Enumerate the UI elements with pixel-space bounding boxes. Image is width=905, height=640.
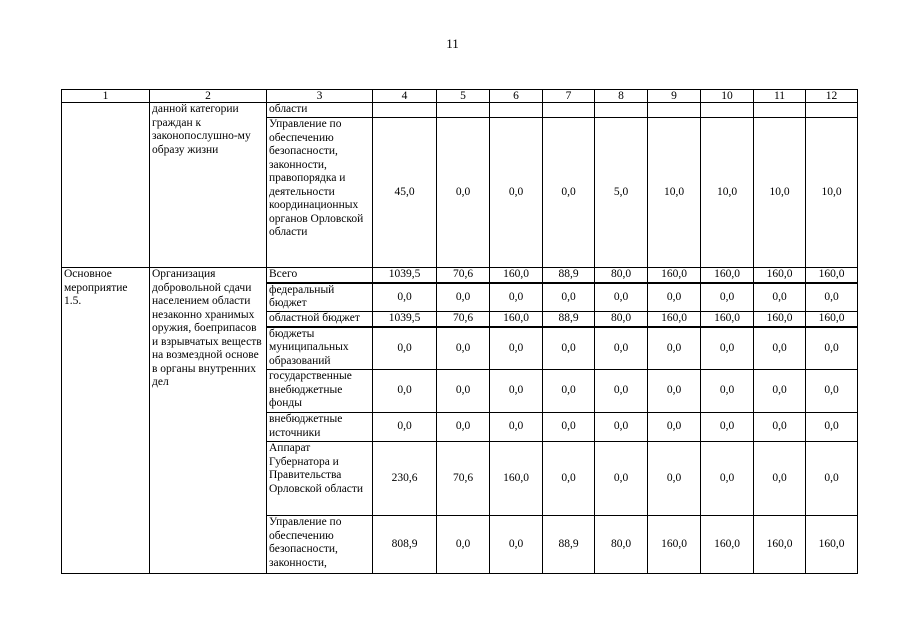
cell-empty [62,103,150,268]
value-cell: 160,0 [490,312,543,327]
cell-source: областной бюджет [267,312,373,327]
value-cell: 0,0 [595,413,648,442]
value-cell: 160,0 [701,516,754,574]
header-row [62,90,858,103]
value-cell: 80,0 [595,312,648,327]
value-cell: 0,0 [595,442,648,516]
value-cell: 0,0 [701,442,754,516]
value-cell: 160,0 [490,442,543,516]
header-cell: 11 [754,90,806,103]
value-cell: 0,0 [373,283,437,312]
cell-source: Всего [267,268,373,283]
value-cell: 5,0 [595,118,648,268]
value-cell: 0,0 [701,327,754,370]
value-cell: 0,0 [490,413,543,442]
value-cell: 160,0 [806,312,858,327]
header-cell: 4 [373,90,437,103]
value-cell: 0,0 [701,370,754,413]
header-cell: 1 [62,90,150,103]
value-cell: 160,0 [754,312,806,327]
value-cell: 0,0 [373,327,437,370]
value-cell: 0,0 [595,283,648,312]
value-cell: 0,0 [648,283,701,312]
cell-executor: Управление по обеспечению безопасности, законности, [267,516,373,574]
value-cell: 1039,5 [373,312,437,327]
page-number: 11 [446,36,459,51]
value-cell: 0,0 [648,370,701,413]
cell-executor: Управление по обеспечению безопасности, законности, правопорядка и деятельности координационных органов Орловской области [267,118,373,268]
value-cell: 0,0 [543,118,595,268]
value-cell: 160,0 [806,516,858,574]
value-cell: 70,6 [437,442,490,516]
cell-measure-text: данной категории граждан к законопослушно-му образу жизни [150,103,267,268]
value-cell: 0,0 [490,370,543,413]
value-cell: 808,9 [373,516,437,574]
header-cell: 2 [150,90,267,103]
value-cell: 0,0 [437,327,490,370]
value-cell: 0,0 [437,283,490,312]
header-cell: 9 [648,90,701,103]
value-cell: 0,0 [437,118,490,268]
header-cell: 8 [595,90,648,103]
value-cell: 230,6 [373,442,437,516]
header-cell: 10 [701,90,754,103]
value-cell: 0,0 [490,283,543,312]
value-cell: 160,0 [648,312,701,327]
value-cell: 160,0 [754,516,806,574]
value-cell: 0,0 [543,413,595,442]
value-cell: 0,0 [806,413,858,442]
value-cell: 0,0 [543,327,595,370]
value-cell: 80,0 [595,268,648,283]
value-cell: 0,0 [373,413,437,442]
value-cell: 0,0 [806,370,858,413]
value-cell: 88,9 [543,312,595,327]
value-cell: 0,0 [701,283,754,312]
cell-executor: области [267,103,373,118]
cell-source: бюджеты муниципальных образований [267,327,373,370]
value-cell: 0,0 [595,327,648,370]
value-cell: 0,0 [701,413,754,442]
cell-executor: Аппарат Губернатора и Правительства Орловской области [267,442,373,516]
value-cell: 0,0 [490,327,543,370]
value-cell: 70,6 [437,312,490,327]
value-cell: 0,0 [543,370,595,413]
cell-source: федеральный бюджет [267,283,373,312]
value-cell: 10,0 [806,118,858,268]
value-cell: 160,0 [648,268,701,283]
value-cell: 0,0 [754,283,806,312]
value-cell: 160,0 [701,268,754,283]
value-cell: 88,9 [543,268,595,283]
value-cell: 0,0 [437,413,490,442]
value-cell: 0,0 [806,283,858,312]
value-cell: 10,0 [648,118,701,268]
value-cell: 0,0 [754,442,806,516]
header-cell: 3 [267,90,373,103]
value-cell: 160,0 [754,268,806,283]
value-cell: 70,6 [437,268,490,283]
cell-source: внебюджетные источники [267,413,373,442]
value-cell: 0,0 [595,370,648,413]
value-cell: 0,0 [806,327,858,370]
value-cell: 0,0 [437,516,490,574]
table-row [62,268,858,283]
value-cell: 45,0 [373,118,437,268]
value-cell: 10,0 [701,118,754,268]
value-cell: 160,0 [701,312,754,327]
value-cell: 88,9 [543,516,595,574]
value-cell: 0,0 [490,118,543,268]
value-cell: 0,0 [373,370,437,413]
header-cell: 6 [490,90,543,103]
value-cell: 160,0 [806,268,858,283]
value-cell: 10,0 [754,118,806,268]
value-cell: 0,0 [648,327,701,370]
header-cell: 12 [806,90,858,103]
value-cell: 1039,5 [373,268,437,283]
value-cell: 80,0 [595,516,648,574]
value-cell: 0,0 [754,370,806,413]
financing-table [61,89,858,574]
value-cell: 160,0 [648,516,701,574]
value-cell: 160,0 [490,268,543,283]
value-cell: 0,0 [648,413,701,442]
cell-measure-number: Основное мероприятие 1.5. [62,268,150,574]
value-cell: 0,0 [437,370,490,413]
cell-source: государственные внебюджетные фонды [267,370,373,413]
header-cell: 5 [437,90,490,103]
cell-measure-text: Организация добровольной сдачи населением области незаконно хранимых оружия, боеприпасов и взрывчатых веществ на возмездной основе в органы внутренних дел [150,268,267,574]
table-row [62,103,858,118]
value-cell: 0,0 [490,516,543,574]
header-cell: 7 [543,90,595,103]
value-cell: 0,0 [543,283,595,312]
value-cell: 0,0 [543,442,595,516]
value-cell: 0,0 [754,327,806,370]
value-cell: 0,0 [806,442,858,516]
value-cell: 0,0 [648,442,701,516]
value-cell: 0,0 [754,413,806,442]
